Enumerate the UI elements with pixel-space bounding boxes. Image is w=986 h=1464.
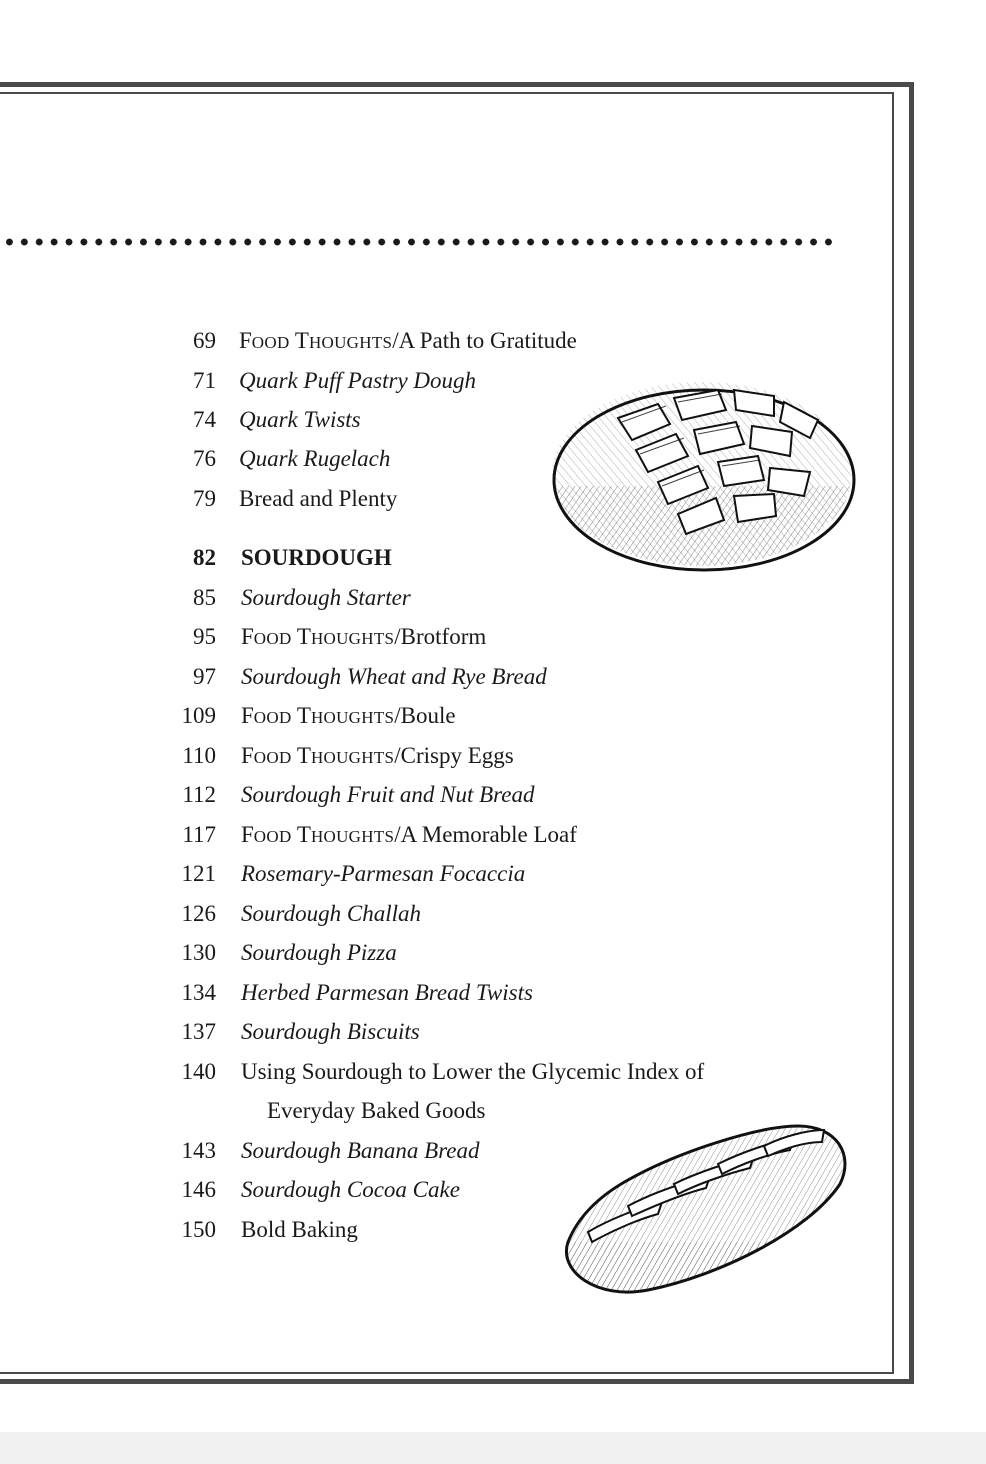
toc-entry[interactable] — [0, 701, 760, 731]
toc-entry-continuation — [0, 1096, 760, 1126]
dotted-divider — [0, 236, 832, 248]
toc-entry-title: Quark Twists — [239, 407, 361, 432]
toc-page-number: 146 — [181, 1177, 216, 1202]
toc-entry[interactable] — [0, 1057, 760, 1087]
toc-page-number: 110 — [182, 743, 216, 768]
toc-page-number: 85 — [193, 585, 216, 610]
toc-entry-title: Quark Rugelach — [239, 446, 391, 471]
toc-page-number: 137 — [181, 1019, 216, 1044]
toc-page-number: 117 — [182, 822, 216, 847]
toc-entry[interactable] — [0, 405, 760, 435]
toc-entry[interactable] — [0, 938, 760, 968]
toc-entry-title: Using Sourdough to Lower the Glycemic Index of — [241, 1059, 705, 1084]
toc-page-number: 95 — [193, 624, 216, 649]
toc-entry[interactable] — [0, 741, 760, 771]
toc-entry-title: Bold Baking — [241, 1217, 358, 1242]
toc-entry-title: Rosemary-Parmesan Focaccia — [241, 861, 526, 886]
toc-entry-title: Herbed Parmesan Bread Twists — [241, 980, 533, 1005]
toc-entry[interactable] — [0, 820, 760, 850]
toc-entry-title: Sourdough Banana Bread — [241, 1138, 480, 1163]
toc-page-number: 97 — [193, 664, 216, 689]
toc-page-number: 76 — [193, 446, 216, 471]
toc-entry-title: Sourdough Biscuits — [241, 1019, 420, 1044]
toc-page-number: 79 — [193, 486, 216, 511]
toc-entry-title: Sourdough Fruit and Nut Bread — [241, 782, 535, 807]
toc-entry[interactable] — [0, 780, 760, 810]
toc-entry-title: Bread and Plenty — [239, 486, 398, 511]
toc-entry-title: FOOD THOUGHTS/Crispy Eggs — [241, 743, 514, 768]
toc-page-number: 140 — [181, 1059, 216, 1084]
toc-entry[interactable] — [0, 444, 760, 474]
toc-entry-title: FOOD THOUGHTS/A Path to Gratitude — [239, 328, 577, 353]
toc-entry[interactable] — [0, 366, 760, 396]
toc-entry[interactable] — [0, 1017, 760, 1047]
toc-page-number: 143 — [181, 1138, 216, 1163]
toc-entry-title: Sourdough Pizza — [241, 940, 397, 965]
toc-entry[interactable] — [0, 899, 760, 929]
toc-entry[interactable] — [0, 326, 760, 356]
toc-page-number: 150 — [181, 1217, 216, 1242]
toc-page-number: 82 — [193, 545, 216, 570]
toc-page-number: 74 — [193, 407, 216, 432]
toc-entry[interactable] — [0, 978, 760, 1008]
page-bottom-strip — [0, 1432, 986, 1464]
toc-entry-title: Sourdough Starter — [241, 585, 411, 610]
toc-entry[interactable] — [0, 484, 760, 514]
toc-section-title: SOURDOUGH — [241, 545, 392, 570]
toc-entry-title-continued: Everyday Baked Goods — [267, 1098, 486, 1123]
toc-entry[interactable] — [0, 662, 760, 692]
toc-entry-title: Sourdough Wheat and Rye Bread — [241, 664, 547, 689]
toc-entry-title: FOOD THOUGHTS/A Memorable Loaf — [241, 822, 577, 847]
toc-entry[interactable] — [0, 1175, 760, 1205]
toc-entry-title: FOOD THOUGHTS/Boule — [241, 703, 456, 728]
toc-entry-title: Sourdough Challah — [241, 901, 421, 926]
toc-entry[interactable] — [0, 622, 760, 652]
toc-page-number: 134 — [181, 980, 216, 1005]
toc-page-number: 130 — [181, 940, 216, 965]
toc-entry[interactable] — [0, 583, 760, 613]
toc-entry-title: Sourdough Cocoa Cake — [241, 1177, 460, 1202]
toc-page-number: 112 — [182, 782, 216, 807]
toc-entry[interactable] — [0, 1136, 760, 1166]
toc-entry-title: FOOD THOUGHTS/Brotform — [241, 624, 487, 649]
toc-page-number: 69 — [193, 328, 216, 353]
toc-page-number: 121 — [181, 861, 216, 886]
toc-page-number: 71 — [193, 368, 216, 393]
toc-entry[interactable] — [0, 859, 760, 889]
toc-entry-title: Quark Puff Pastry Dough — [239, 368, 477, 393]
toc-page-number: 109 — [181, 703, 216, 728]
toc-page-number: 126 — [181, 901, 216, 926]
toc-section-heading[interactable] — [0, 543, 760, 573]
toc-entry[interactable] — [0, 1215, 760, 1245]
